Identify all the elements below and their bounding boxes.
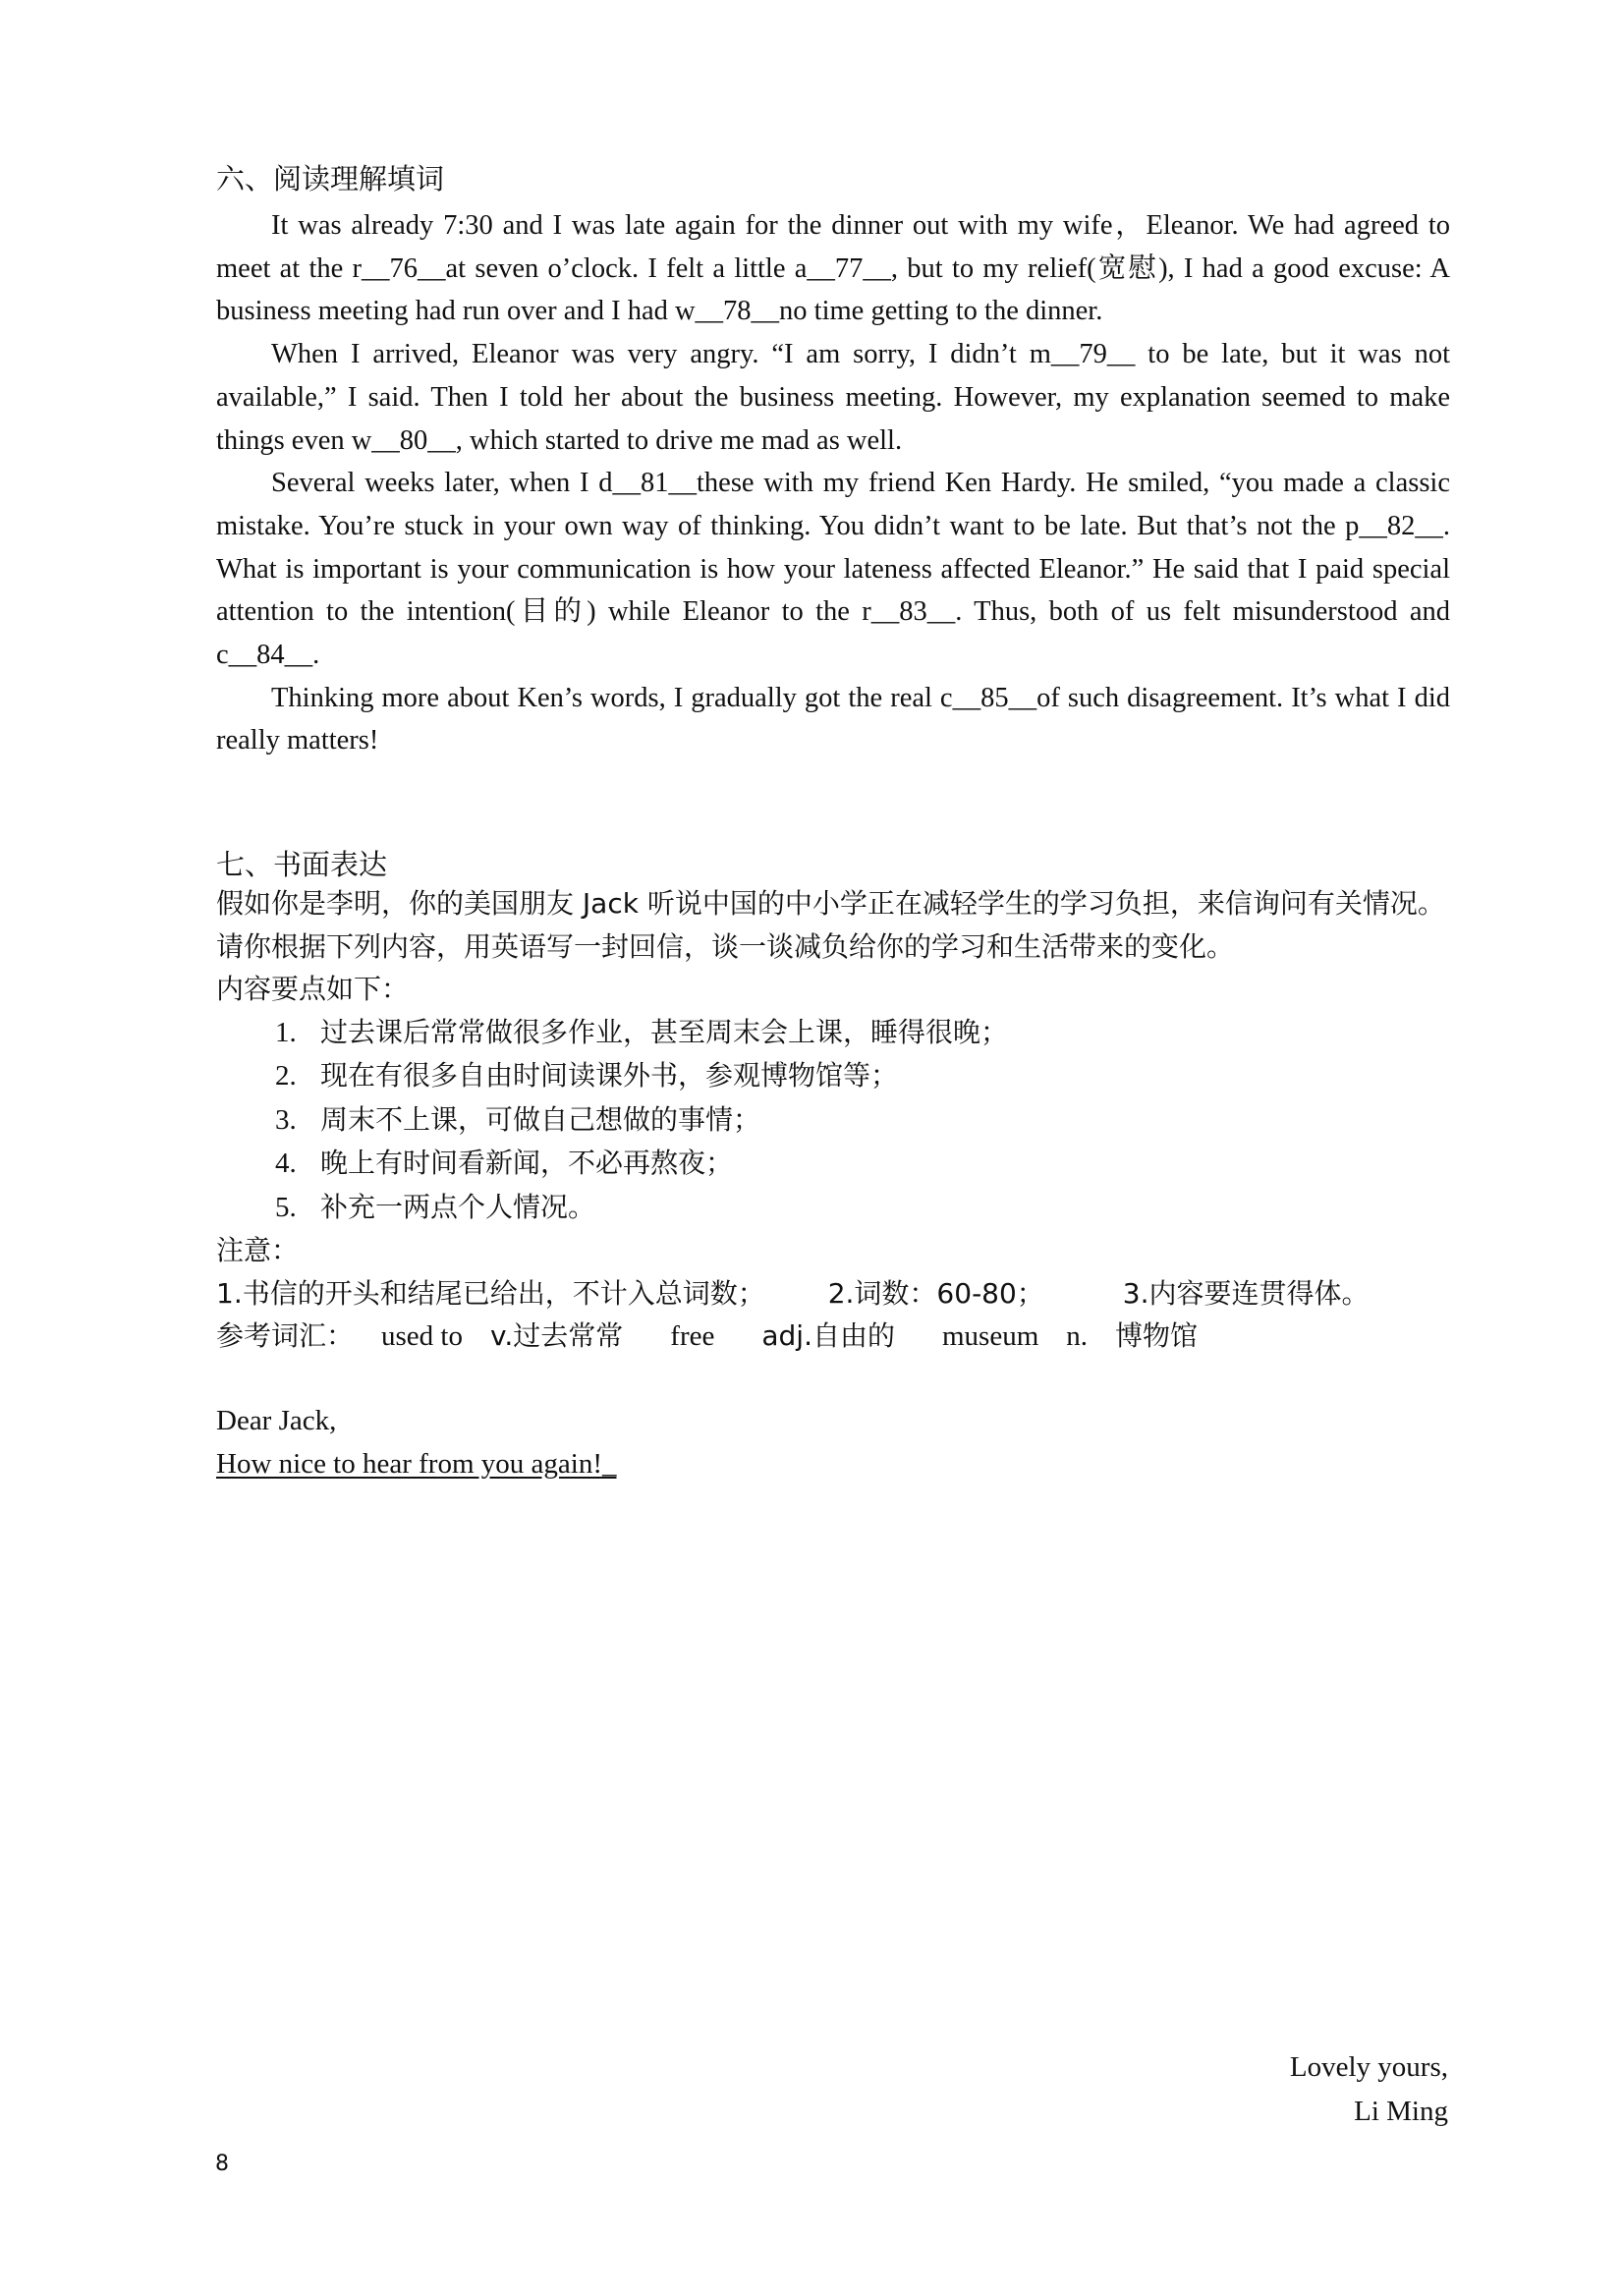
notes-row (216, 1272, 1464, 1316)
reading-paragraph-3: Several weeks later, when I d__81__these with my friend Ken Hardy. He smiled, “you made a classic mistake. You’re stuck in your own way of thinking. You didn’t want to be late. But that’s not the p__82__. What is important is your communication is how your lateness affected Eleanor.” He said that I paid special attention to the intention(目的) while Eleanor to the r__83__. Thus, both of us felt misunderstood and c__84__. (216, 468, 1450, 671)
point-number: 3. (275, 1103, 297, 1136)
point-text: 晚上有时间看新闻，不必再熬夜； (320, 1147, 734, 1179)
note-word-count-exclusion: 1.书信的开头和结尾已给出，不计入总词数； (216, 1276, 765, 1310)
reading-paragraph-4: Thinking more about Ken’s words, I gradually got the real c__85__of such disagreement. It’s what I did really matters! (216, 682, 1450, 756)
letter-closing (1290, 2045, 1448, 2134)
vocab-term-free: free (670, 1320, 715, 1352)
vocab-pos-museum: n. (1066, 1320, 1089, 1352)
note-coherence: 3.内容要连贯得体。 (1122, 1276, 1370, 1310)
section6-heading: 六、阅读理解填词 (216, 162, 445, 196)
list-item (216, 1054, 1464, 1098)
vocab-def-free: adj.自由的 (761, 1319, 895, 1352)
letter-salutation: Dear Jack, (216, 1405, 337, 1436)
list-item (216, 1098, 1464, 1143)
list-item (216, 1142, 1464, 1186)
vocab-term-museum: museum (941, 1320, 1039, 1352)
note-word-count: 2.词数：60-80； (827, 1276, 1044, 1310)
notes-label: 注意： (216, 1234, 300, 1266)
vocab-def-museum: 博物馆 (1115, 1319, 1199, 1352)
point-text: 补充一两点个人情况。 (320, 1190, 596, 1223)
letter-signature: Li Ming (1354, 2096, 1448, 2127)
point-text: 周末不上课，可做自己想做的事情； (320, 1102, 761, 1136)
reading-paragraph-1: It was already 7:30 and I was late again for the dinner out with my wife，Eleanor. We had agreed to meet at the r__76__at seven o’clock. I felt a little a__77__, but to my relief(宽慰), I had a good excuse: A business meeting had run over and I had w__78__no time getting to the dinner. (216, 210, 1450, 327)
reading-passage (216, 204, 1450, 762)
point-number: 1. (275, 1016, 297, 1048)
list-item (216, 1186, 1464, 1230)
vocab-row (216, 1315, 1464, 1359)
writing-task (216, 882, 1464, 1359)
page-number: 8 (215, 2152, 229, 2176)
list-item (216, 1011, 1464, 1055)
vocab-term-used-to: used to (381, 1320, 463, 1352)
vocab-def-used-to: v.过去常常 (489, 1319, 624, 1352)
writing-prompt: 假如你是李明，你的美国朋友 Jack 听说中国的中小学正在减轻学生的学习负担，来信询问有关情况。请你根据下列内容，用英语写一封回信，谈一谈减负给你的学习和生活带来的变化。 (216, 887, 1445, 963)
reading-paragraph-2: When I arrived, Eleanor was very angry. “I am sorry, I didn’t m__79__ to be late, but it was not available,” I said. Then I told her about the business meeting. However, my explanation seemed to make things even w__80__, which started to drive me mad as well. (216, 339, 1450, 456)
section7-heading: 七、书面表达 (216, 848, 388, 881)
points-list (216, 1011, 1464, 1230)
point-number: 2. (275, 1060, 297, 1092)
letter-start (216, 1399, 616, 1485)
point-text: 现在有很多自由时间读课外书，参观博物馆等； (320, 1059, 899, 1092)
vocab-label: 参考词汇： (216, 1319, 355, 1352)
letter-opening: How nice to hear from you again!_ (216, 1448, 617, 1480)
points-intro: 内容要点如下： (216, 973, 410, 1005)
point-number: 4. (275, 1148, 297, 1179)
point-number: 5. (275, 1191, 297, 1223)
point-text: 过去课后常常做很多作业，甚至周末会上课，睡得很晚； (320, 1015, 1009, 1048)
letter-closing-phrase: Lovely yours, (1289, 2051, 1448, 2083)
